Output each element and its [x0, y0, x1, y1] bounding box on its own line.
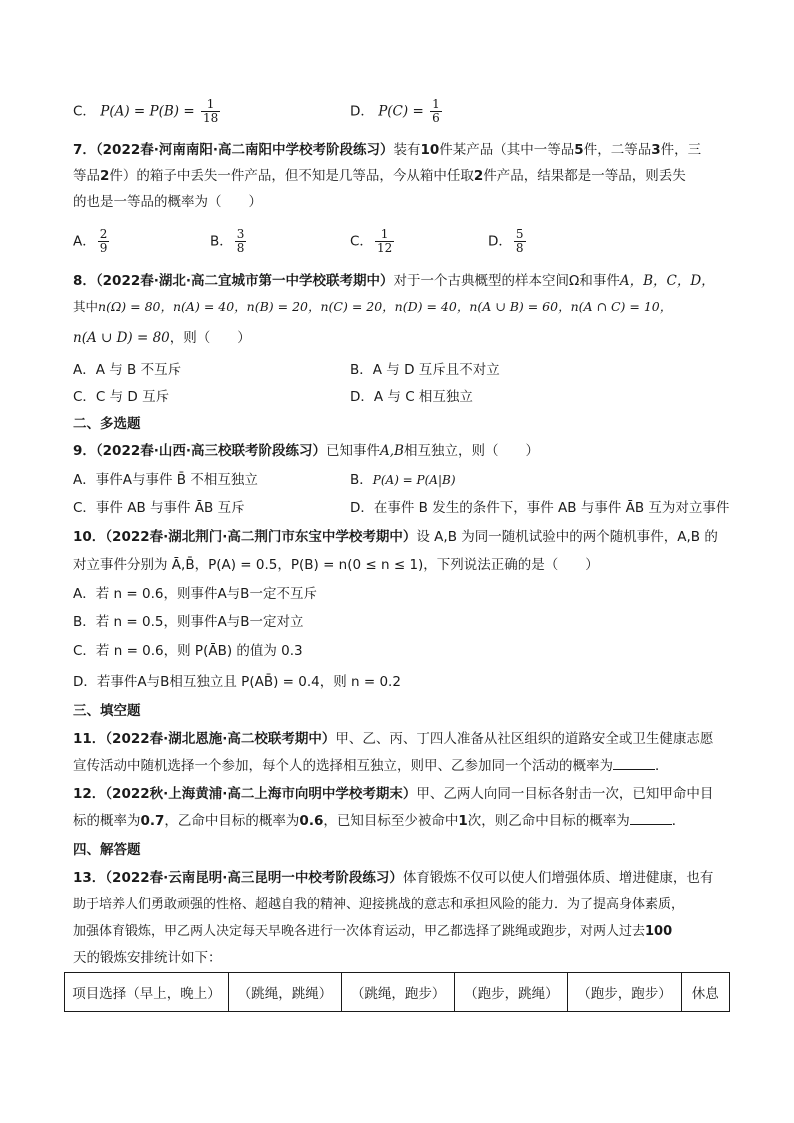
- table-header-cell: 项目选择（早上，晚上）: [65, 973, 229, 1012]
- q7-stem-line2: 等品2件）的箱子中丢失一件产品，但不知是几等品，今从箱中任取2件产品，结果都是一等品，则丢失: [73, 168, 686, 184]
- table-header-cell: （跑步，跳绳）: [455, 973, 568, 1012]
- q12-stem-line2: 标的概率为0.7，乙命中目标的概率为0.6，已知目标至少被命中1次，则乙命中目标的概率为 ．: [73, 810, 685, 832]
- q10-option-b[interactable]: B．若 n = 0.5，则事件A与B一定对立: [73, 614, 304, 630]
- q9-option-d[interactable]: D．在事件 B 发生的条件下，事件 AB 与事件 ĀB 互为对立事件: [350, 500, 730, 516]
- q8-stem-line2: 其中n(Ω) = 80，n(A) = 40，n(B) = 20，n(C) = 20，n(D) = 40，n(A ∪ B) = 60，n(A ∩ C) = 10，: [73, 299, 673, 314]
- q9-option-b[interactable]: B．P(A) = P(A|B): [350, 472, 456, 488]
- q12-stem-line1: 12．（2022秋·上海黄浦·高二上海市向明中学校考期末）甲、乙两人向同一目标各射击一次，已知甲命中目: [73, 786, 714, 802]
- fraction: $\frac{1}{6}$: [432, 97, 440, 125]
- q13-stem-line2: 助于培养人们勇敢顽强的性格、超越自我的精神、迎接挑战的意志和承担风险的能力．为了提高身体素质，: [73, 897, 685, 912]
- table-header-cell: （跑步，跑步）: [568, 973, 681, 1012]
- q7-option-b[interactable]: B． $\frac{3}{8}$: [210, 227, 245, 255]
- q9-option-c[interactable]: C．事件 AB 与事件 ĀB 互斥: [73, 500, 245, 516]
- fraction: $\frac{1}{18}$: [202, 97, 219, 125]
- q8-stem-line3: n(A ∪ D) = 80，则（ ）: [73, 330, 251, 346]
- table-header-cell: （跳绳，跑步）: [342, 973, 455, 1012]
- q7-option-a[interactable]: A． $\frac{2}{9}$: [73, 227, 108, 255]
- q9-option-a[interactable]: A．事件A与事件 B̄ 不相互独立: [73, 472, 258, 488]
- q11-stem-line2: 宣传活动中随机选择一个参加，每个人的选择相互独立，则甲、乙参加同一个活动的概率为 ．: [73, 755, 669, 777]
- schedule-table: [64, 972, 730, 1012]
- section-heading-multi: 二、多选题: [73, 416, 141, 432]
- q6-option-d[interactable]: D． P(C) = $\frac{1}{6}$: [350, 97, 440, 125]
- q8-option-b[interactable]: B．A 与 D 互斥且不对立: [350, 362, 500, 378]
- q7-stem-line3: 的也是一等品的概率为（ ）: [73, 194, 262, 210]
- q11-stem-line1: 11．（2022春·湖北恩施·高二校联考期中）甲、乙、丙、丁四人准备从社区组织的道路安全或卫生健康志愿: [73, 731, 714, 747]
- q8-stem-line1: 8．（2022春·湖北·高二宜城市第一中学校联考期中）对于一个古典概型的样本空间Ω和事件A，B，C，D，: [73, 273, 715, 289]
- q13-stem-line3: 加强体育锻炼，甲乙两人决定每天早晚各进行一次体育运动，甲乙都选择了跳绳或跑步，对两人过去100: [73, 924, 673, 939]
- q10-stem-line2: 对立事件分别为 Ā,B̄，P(A) = 0.5，P(B) = n(0 ≤ n ≤ 1)，下列说法正确的是（ ）: [73, 557, 599, 573]
- q6-option-c[interactable]: C． P(A) = P(B) = $\frac{1}{18}$: [73, 97, 219, 125]
- answer-blank[interactable]: [613, 755, 655, 770]
- q10-option-d[interactable]: D．若事件A与B相互独立且 P(AB̄) = 0.4，则 n = 0.2: [73, 674, 401, 690]
- q10-option-a[interactable]: A．若 n = 0.6，则事件A与B一定不互斥: [73, 586, 317, 602]
- answer-blank[interactable]: [630, 810, 672, 825]
- q13-stem-line1: 13．（2022春·云南昆明·高三昆明一中校考阶段练习）体育锻炼不仅可以使人们增强体质、增进健康，也有: [73, 870, 714, 886]
- q10-stem-line1: 10．（2022春·湖北荆门·高二荆门市东宝中学校考期中）设 A,B 为同一随机试验中的两个随机事件，A,B 的: [73, 529, 718, 545]
- q10-option-c[interactable]: C．若 n = 0.6，则 P(ĀB) 的值为 0.3: [73, 643, 303, 659]
- q7-stem-line1: 7．（2022春·河南南阳·高二南阳中学校考阶段练习）装有10件某产品（其中一等品5件，二等品3件，三: [73, 142, 702, 158]
- q8-option-a[interactable]: A．A 与 B 不互斥: [73, 362, 182, 378]
- q13-stem-line4: 天的锻炼安排统计如下：: [73, 950, 222, 966]
- q8-option-d[interactable]: D．A 与 C 相互独立: [350, 389, 473, 405]
- table-header-row: [65, 973, 730, 1012]
- q7-option-c[interactable]: C． $\frac{1}{12}$: [350, 227, 393, 255]
- q7-option-d[interactable]: D． $\frac{5}{8}$: [488, 227, 524, 255]
- section-heading-fill: 三、填空题: [73, 703, 141, 719]
- table-header-cell: （跳绳，跳绳）: [228, 973, 341, 1012]
- q9-stem: 9．（2022春·山西·高三校联考阶段练习）已知事件A,B相互独立，则（ ）: [73, 443, 539, 459]
- table-header-cell: 休息: [681, 973, 729, 1012]
- section-heading-solve: 四、解答题: [73, 842, 141, 858]
- q8-option-c[interactable]: C．C 与 D 互斥: [73, 389, 170, 405]
